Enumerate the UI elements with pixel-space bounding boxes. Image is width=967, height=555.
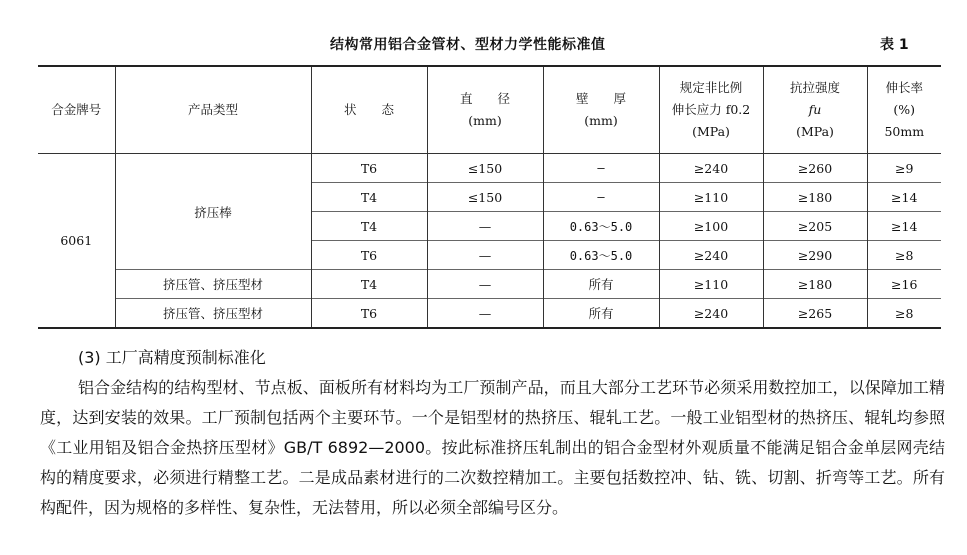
elongation-cell: ≥8 <box>867 299 941 329</box>
header-yield-unit: (MPa) <box>692 124 730 139</box>
state-cell: T4 <box>311 212 427 241</box>
tensile-cell: ≥290 <box>763 241 867 270</box>
tensile-cell: ≥180 <box>763 183 867 212</box>
diameter-cell: — <box>427 212 543 241</box>
product-group-cell: 挤压棒 <box>115 154 311 270</box>
yield-cell: ≥240 <box>659 154 763 183</box>
state-cell: T6 <box>311 241 427 270</box>
tensile-cell: ≥265 <box>763 299 867 329</box>
wall-cell: — <box>543 154 659 183</box>
section-heading: (3) 工厂高精度预制标准化 <box>78 348 266 367</box>
tensile-cell: ≥205 <box>763 212 867 241</box>
header-product: 产品类型 <box>115 66 311 154</box>
wall-cell: — <box>543 183 659 212</box>
header-wall <box>543 66 659 154</box>
header-yield-symbol: 伸长应力 f0.2 <box>671 102 751 117</box>
table-row <box>38 270 941 299</box>
table-number: 表 1 <box>880 37 909 53</box>
header-diameter-unit: (mm) <box>468 113 502 128</box>
diameter-cell: — <box>427 270 543 299</box>
header-diameter <box>427 66 543 154</box>
yield-cell: ≥110 <box>659 183 763 212</box>
product-cell: 挤压管、挤压型材 <box>115 270 311 299</box>
header-wall-unit: (mm) <box>584 113 618 128</box>
table-row <box>38 154 941 183</box>
product-cell: 挤压管、挤压型材 <box>115 299 311 329</box>
header-tensile-unit: (MPa) <box>796 124 834 139</box>
elongation-cell: ≥8 <box>867 241 941 270</box>
header-elong-label: 伸长率 <box>885 80 923 95</box>
wall-cell: 所有 <box>543 270 659 299</box>
properties-table <box>38 65 941 329</box>
diameter-cell: ≤150 <box>427 154 543 183</box>
yield-cell: ≥110 <box>659 270 763 299</box>
wall-cell: 所有 <box>543 299 659 329</box>
diameter-cell: ≤150 <box>427 183 543 212</box>
header-elong-unit: (%) <box>893 102 916 117</box>
yield-cell: ≥240 <box>659 299 763 329</box>
diameter-cell: — <box>427 299 543 329</box>
elongation-cell: ≥9 <box>867 154 941 183</box>
alloy-cell: 6061 <box>60 233 93 248</box>
header-diameter-label: 直 径 <box>459 91 510 106</box>
tensile-cell: ≥260 <box>763 154 867 183</box>
header-yield-label: 规定非比例 <box>679 80 743 95</box>
table-title: 结构常用铝合金管材、型材力学性能标准值 <box>330 37 606 53</box>
header-elong-gauge: 50mm <box>884 124 925 139</box>
header-tensile-symbol: fu <box>808 102 822 117</box>
header-elongation <box>867 66 941 154</box>
table-header-row <box>38 66 941 154</box>
state-cell: T4 <box>311 270 427 299</box>
yield-cell: ≥240 <box>659 241 763 270</box>
wall-cell: 0.63～5.0 <box>543 241 659 270</box>
body-paragraph: 铝合金结构的结构型材、节点板、面板所有材料均为工厂预制产品，而且大部分工艺环节必须采用数控加工，以保障加工精度，达到安装的效果。工厂预制包括两个主要环节。一个是铝型材的热挤压、辊轧工艺。一般工业铝型材的热挤压、辊轧均参照《工业用铝及铝合金热挤压型材》GB/T 6892—2000。按此标准挤压轧制出的铝合金型材外观质量不能满足铝合金单层网壳结构的精度要求，必须进行精整工艺。二是成品素材进行的二次数控精加工。主要包括数控冲、钻、铣、切割、折弯等工艺。所有构配件，因为规格的多样性、复杂性，无法替用，所以必须全部编号区分。 <box>40 378 945 517</box>
state-cell: T6 <box>311 299 427 329</box>
header-state: 状 态 <box>311 66 427 154</box>
state-cell: T6 <box>311 154 427 183</box>
body-text <box>40 343 945 523</box>
header-yield <box>659 66 763 154</box>
table-caption <box>0 34 967 56</box>
elongation-cell: ≥14 <box>867 183 941 212</box>
tensile-cell: ≥180 <box>763 270 867 299</box>
wall-cell: 0.63～5.0 <box>543 212 659 241</box>
elongation-cell: ≥14 <box>867 212 941 241</box>
header-tensile-label: 抗拉强度 <box>789 80 840 95</box>
elongation-cell: ≥16 <box>867 270 941 299</box>
state-cell: T4 <box>311 183 427 212</box>
header-wall-label: 壁 厚 <box>575 91 626 106</box>
table-row <box>38 299 941 329</box>
header-tensile <box>763 66 867 154</box>
header-alloy: 合金牌号 <box>38 66 115 154</box>
yield-cell: ≥100 <box>659 212 763 241</box>
diameter-cell: — <box>427 241 543 270</box>
